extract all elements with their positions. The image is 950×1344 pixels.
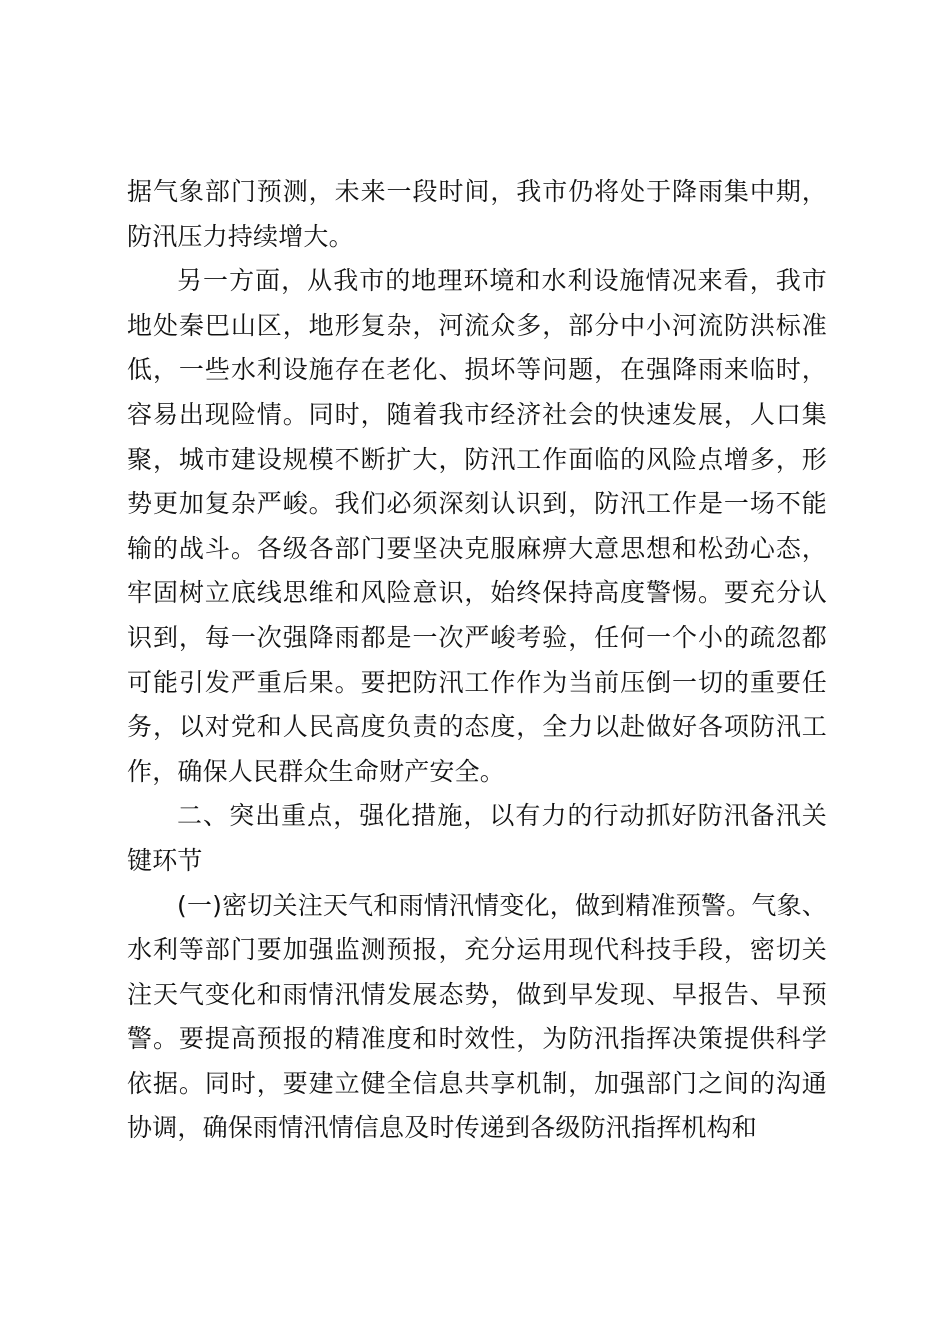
paragraph-geography-risk: 另一方面，从我市的地理环境和水利设施情况来看，我市地处秦巴山区，地形复杂，河流众多，部分中小河流防洪标准低，一些水利设施存在老化、损坏等问题，在强降雨来临时，容易出现险情。同时，随着我市经济社会的快速发展，人口集聚，城市建设规模不断扩大，防汛工作面临的风险点增多，形势更加复杂严峻。我们必须深刻认识到，防汛工作是一场不能输的战斗。各级各部门要坚决克服麻痹大意思想和松劲心态，牢固树立底线思维和风险意识，始终保持高度警惕。要充分认识到，每一次强降雨都是一次严峻考验，任何一个小的疏忽都可能引发严重后果。要把防汛工作作为当前压倒一切的重要任务，以对党和人民高度负责的态度，全力以赴做好各项防汛工作，确保人民群众生命财产安全。 — [127, 266, 827, 786]
document-body — [127, 170, 827, 1151]
section-heading-two: 二、突出重点，强化措施，以有力的行动抓好防汛备汛关键环节 — [127, 801, 827, 875]
paragraph-subsection-one: (一)密切关注天气和雨情汛情变化，做到精准预警。气象、水利等部门要加强监测预报，充分运用现代科技手段，密切关注天气变化和雨情汛情发展态势，做到早发现、早报告、早预警。要提高预报的精准度和时效性，为防汛指挥决策提供科学依据。同时，要建立健全信息共享机制，加强部门之间的沟通协调，确保雨情汛情信息及时传递到各级防汛指挥机构和 — [127, 890, 827, 1143]
paragraph-continuation: 据气象部门预测，未来一段时间，我市仍将处于降雨集中期，防汛压力持续增大。 — [127, 177, 827, 251]
